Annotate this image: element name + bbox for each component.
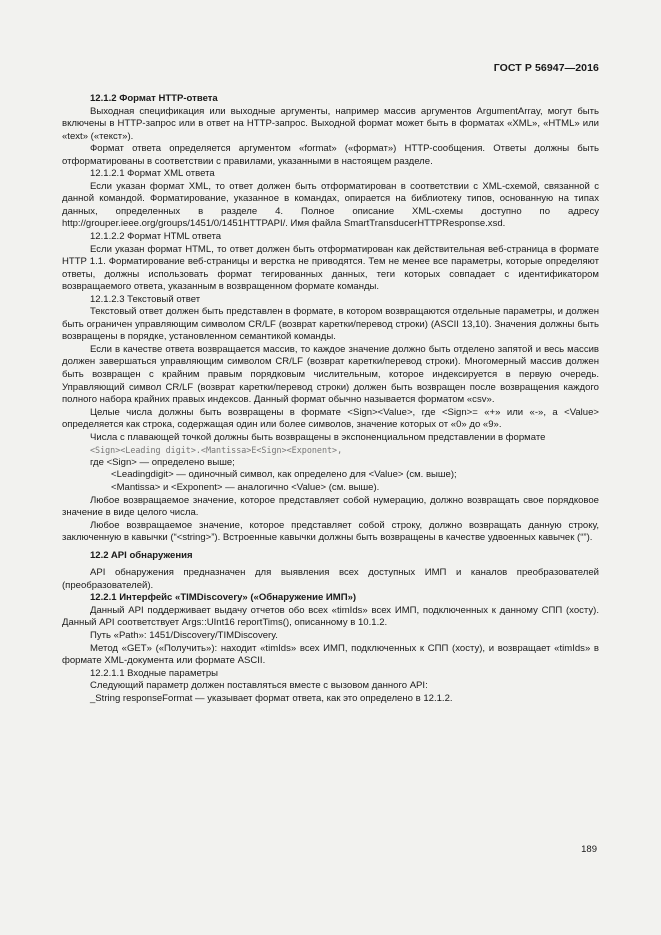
document-body [62, 93, 599, 705]
paragraph: Если в качестве ответа возвращается массив, то каждое значение должно быть отделено запятой и весь массив должен завершаться управляющим символом CR/LF (возврат каретки/перевод строки). Многомерный массив должен быть возвращен с крайним правым порядковым числительным, которое индексируется в первую очередь. Управляющий символ CR/LF (возврат каретки/перевод строки) должен быть возвращен после возвращения каждого полного набора крайних правых индексов. Данный формат обычно называется форматом «csv». [62, 343, 599, 406]
section-heading: 12.2 API обнаружения [90, 549, 193, 561]
document-standard-id: ГОСТ Р 56947—2016 [493, 62, 599, 74]
paragraph: 12.1.2.1 Формат XML ответа [90, 168, 215, 180]
paragraph: Любое возвращаемое значение, которое представляет собой строку, должно возвращать данную строку, заключенную в кавычки (“<string>”). Встроенные кавычки должны быть возвращены в качестве удвоенных кавычек (“”). [62, 519, 599, 544]
paragraph: Если указан формат HTML, то ответ должен быть отформатирован как действительная веб-страница в формате HTTP 1.1. Форматирование веб-страницы и верстка не приводятся. Тем не менее все параметры, которые определяют ответы, должны использовать формат тегированных данных, теги которых совпадает с идентификатором возвращаемого ответа, указанным в возвращенном формате команды. [62, 243, 599, 293]
paragraph: <Sign><Leading digit>.<Mantissa>E<Sign><Exponent>, [90, 445, 343, 456]
section-heading: 12.1.2 Формат HTTP-ответа [90, 93, 218, 104]
paragraph: Целые числа должны быть возвращены в формате <Sign><Value>, где <Sign>= «+» или «-», а <Value> определяется как строка, содержащая один или более символов, значение которых от «0» до «9». [62, 406, 599, 431]
page-number: 189 [581, 844, 597, 855]
paragraph: Формат ответа определяется аргументом «format» («формат») HTTP-сообщения. Ответы должны быть отформатированы в соответствии с правилами, указанными в настоящем разделе. [62, 143, 599, 167]
paragraph: Текстовый ответ должен быть представлен в формате, в котором возвращаются отдельные параметры, и должен быть ограничен управляющим символом CR/LF (возврат каретки/перевод строки) (ASCII 13,10). Значения должны быть возвращены в порядке, установленном семантикой команды. [62, 306, 599, 343]
paragraph: <Leadingdigit> — одиночный символ, как определено для <Value> (см. выше); [111, 469, 457, 481]
paragraph: Данный API поддерживает выдачу отчетов обо всех «timIds» всех ИМП, подключенных к данному СПП (хосту). Данный API соответствует Args::UInt16 reportTims(), описанному в 10.1.2. [62, 604, 599, 629]
paragraph: где <Sign> — определено выше; [90, 456, 235, 468]
paragraph: Выходная спецификация или выходные аргументы, например массив аргументов ArgumentArray, могут быть включены в HTTP-запрос или в ответ на HTTP-запрос. Выходной формат может быть в форматах «XML», «HTML» или «text» («текст»). [62, 105, 599, 142]
paragraph: Любое возвращаемое значение, которое представляет собой нумерацию, должно возвращать свое порядковое значение в виде целого числа. [62, 494, 599, 519]
section-heading: 12.2.1 Интерфейс «TIMDiscovery» («Обнаружение ИМП») [90, 592, 357, 604]
paragraph: Метод «GET» («Получить»): находит «timIds» всех ИМП, подключенных к СПП (хосту), и возвращает «timIds» в формате XML-документа или формате ASCII. [62, 642, 599, 667]
paragraph: 12.1.2.2 Формат HTML ответа [90, 231, 222, 243]
paragraph: Числа с плавающей точкой должны быть возвращены в экспоненциальном представлении в формате [90, 431, 546, 443]
paragraph: _String responseFormat — указывает формат ответа, как это определено в 12.1.2. [90, 692, 453, 704]
paragraph: Следующий параметр должен поставляться вместе с вызовом данного API: [90, 680, 428, 692]
paragraph: <Mantissa> и <Exponent> — аналогично <Value> (см. выше). [111, 481, 380, 493]
paragraph: Если указан формат XML, то ответ должен быть отформатирован в соответствии с XML-схемой, связанной с данной командой. Форматирование, указанное в командах, опирается на библиотеку типов, основанную на типах данных, определенных в разделе 4. Полное описание XML-схемы доступно по адресу http://grouper.ieee.org/groups/1451/0/1451HTTPAPI/. Имя файла SmartTransducerHTTPResponse.xsd. [62, 180, 599, 230]
paragraph: 12.1.2.3 Текстовый ответ [90, 293, 201, 305]
paragraph: Путь «Path»: 1451/Discovery/TIMDiscovery. [90, 629, 278, 641]
paragraph: 12.2.1.1 Входные параметры [90, 667, 219, 679]
paragraph: API обнаружения предназначен для выявления всех доступных ИМП и каналов преобразователей (преобразователей). [62, 567, 599, 591]
